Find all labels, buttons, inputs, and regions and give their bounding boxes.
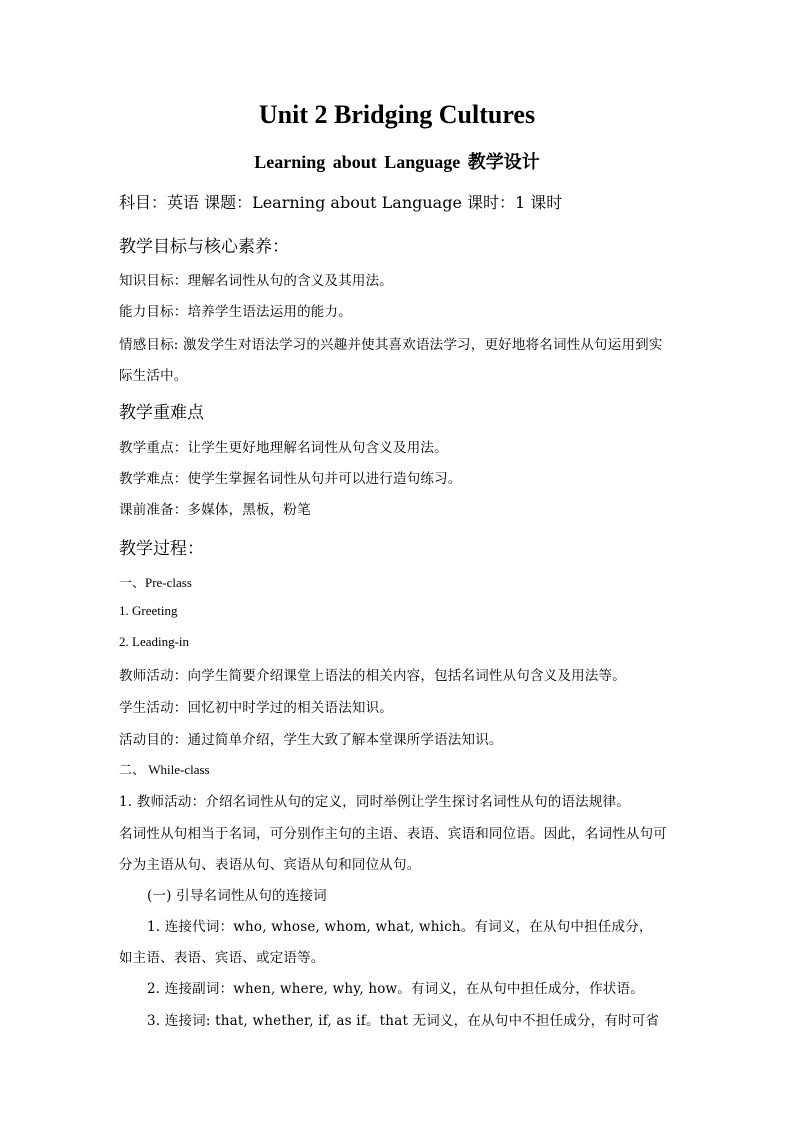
connectors-heading: (一) 引导名词性从句的连接词	[147, 888, 327, 904]
while-class-section: 二、 While-class	[119, 762, 210, 777]
teaching-focus: 教学重点：让学生更好地理解名词性从句含义及用法。	[119, 440, 448, 456]
teacher-activity: 教师活动：向学生简要介绍课堂上语法的相关内容，包括名词性从句含义及用法等。	[119, 668, 626, 684]
ability-objective: 能力目标：培养学生语法运用的能力。	[119, 304, 352, 320]
lesson-meta: 科目：英语 课题：Learning about Language 课时：1 课时	[119, 193, 563, 212]
definition-line2: 分为主语从句、表语从句、宾语从句和同位从句。	[119, 857, 421, 873]
key-points-heading: 教学重难点	[119, 403, 204, 423]
class-preparation: 课前准备：多媒体，黑板，粉笔	[119, 502, 311, 518]
while-class-item1: 1. 教师活动：介绍名词性从句的定义，同时举例让学生探讨名词性从句的语法规律。	[119, 794, 630, 810]
definition-line1: 名词性从句相当于名词，可分别作主句的主语、表语、宾语和同位语。因此，名词性从句可	[119, 826, 667, 842]
leading-in-step: 2. Leading-in	[119, 634, 190, 649]
document-title: Unit 2 Bridging Cultures	[258, 100, 536, 129]
connector-pronouns-line2: 如主语、表语、宾语、或定语等。	[119, 950, 325, 966]
activity-goal: 活动目的：通过简单介绍，学生大致了解本堂课所学语法知识。	[119, 732, 503, 748]
greeting-step: 1. Greeting	[119, 603, 178, 618]
connector-conjunctions: 3. 连接词: that, whether, if, as if。that 无词义，在从句中不担任成分，有时可省	[147, 1013, 660, 1029]
pre-class-section: 一、Pre-class	[119, 575, 192, 590]
connector-adverbs: 2. 连接副词：when, where, why, how。有词义，在从句中担任成分，作状语。	[147, 981, 644, 997]
teaching-difficulty: 教学难点：使学生掌握名词性从句并可以进行造句练习。	[119, 471, 462, 487]
student-activity: 学生活动：回忆初中时学过的相关语法知识。	[119, 700, 393, 716]
document-subtitle: Learning about Language 教学设计	[254, 152, 540, 172]
process-heading: 教学过程：	[119, 539, 204, 559]
connector-pronouns-line1: 1. 连接代词：who, whose, whom, what, which。有词义，在从句中担任成分，	[147, 919, 653, 935]
knowledge-objective: 知识目标：理解名词性从句的含义及其用法。	[119, 273, 393, 289]
objectives-heading: 教学目标与核心素养：	[119, 237, 289, 257]
emotion-objective-line2: 际生活中。	[119, 368, 188, 384]
emotion-objective-line1: 情感目标: 激发学生对语法学习的兴趣并使其喜欢语法学习，更好地将名词性从句运用到实	[119, 337, 663, 353]
